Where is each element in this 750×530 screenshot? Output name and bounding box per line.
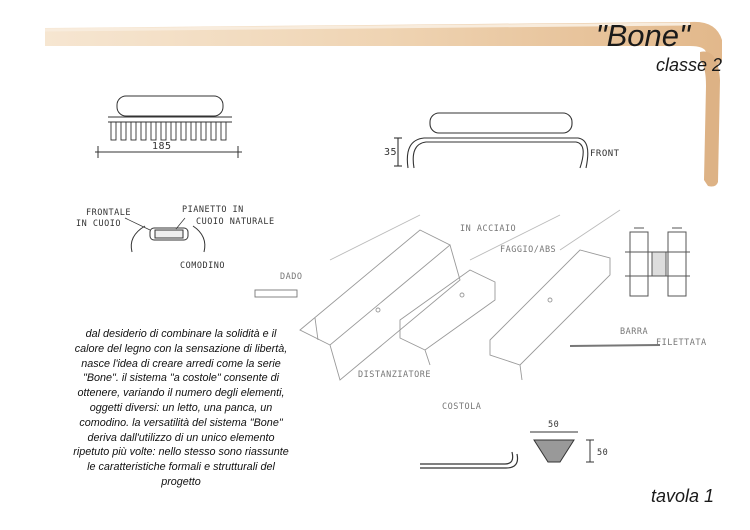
- label-in-cuoio: IN CUOIO: [76, 219, 121, 229]
- label-pianetto: PIANETTO IN: [182, 205, 244, 215]
- comodino-sketch: [125, 218, 205, 252]
- label-in-acciaio: IN ACCIAIO: [460, 224, 517, 234]
- rib-profile-sketch: [420, 452, 518, 468]
- dim-label-185: 185: [152, 141, 172, 152]
- project-class: classe 2: [655, 55, 722, 75]
- dim-label-50-side: 50: [597, 448, 609, 458]
- joint-detail-sketch: [625, 228, 690, 296]
- rib-section-sketch: [530, 432, 594, 462]
- label-distanziatore: DISTANZIATORE: [358, 370, 432, 380]
- label-costola: COSTOLA: [442, 402, 482, 412]
- label-filettata: FILETTATA: [656, 338, 707, 348]
- label-dado: DADO: [280, 272, 303, 282]
- label-front: FRONT: [590, 149, 620, 159]
- label-comodino: COMODINO: [180, 261, 225, 271]
- bench-front-sketch: [394, 113, 588, 168]
- dim-label-50-top: 50: [548, 420, 560, 430]
- label-barra: BARRA: [620, 327, 649, 337]
- rib-perspective-sketch: [255, 210, 660, 380]
- label-frontale: FRONTALE: [86, 208, 131, 218]
- project-description: dal desiderio di combinare la solidità e il calore del legno con la sensazione di libertà, nasce l'idea di creare arredi come la serie "Bone". il sistema "a costole" consente di ottenere, variando il numero degli elementi, oggetti diversi: un letto, una panca, un comodino. la versatilità del sistema "Bone" deriva dall'utilizzo di un unico elemento ripetuto più volte: nello stesso sono riassunte le caratteristiche formali e strutturali del progetto: [73, 328, 289, 488]
- dim-label-35: 35: [384, 147, 398, 158]
- label-faggio-abs: FAGGIO/ABS: [500, 245, 557, 255]
- project-title: "Bone": [595, 18, 690, 53]
- sheet-number: tavola 1: [650, 486, 714, 506]
- label-cuoio-naturale: CUOIO NATURALE: [196, 217, 275, 227]
